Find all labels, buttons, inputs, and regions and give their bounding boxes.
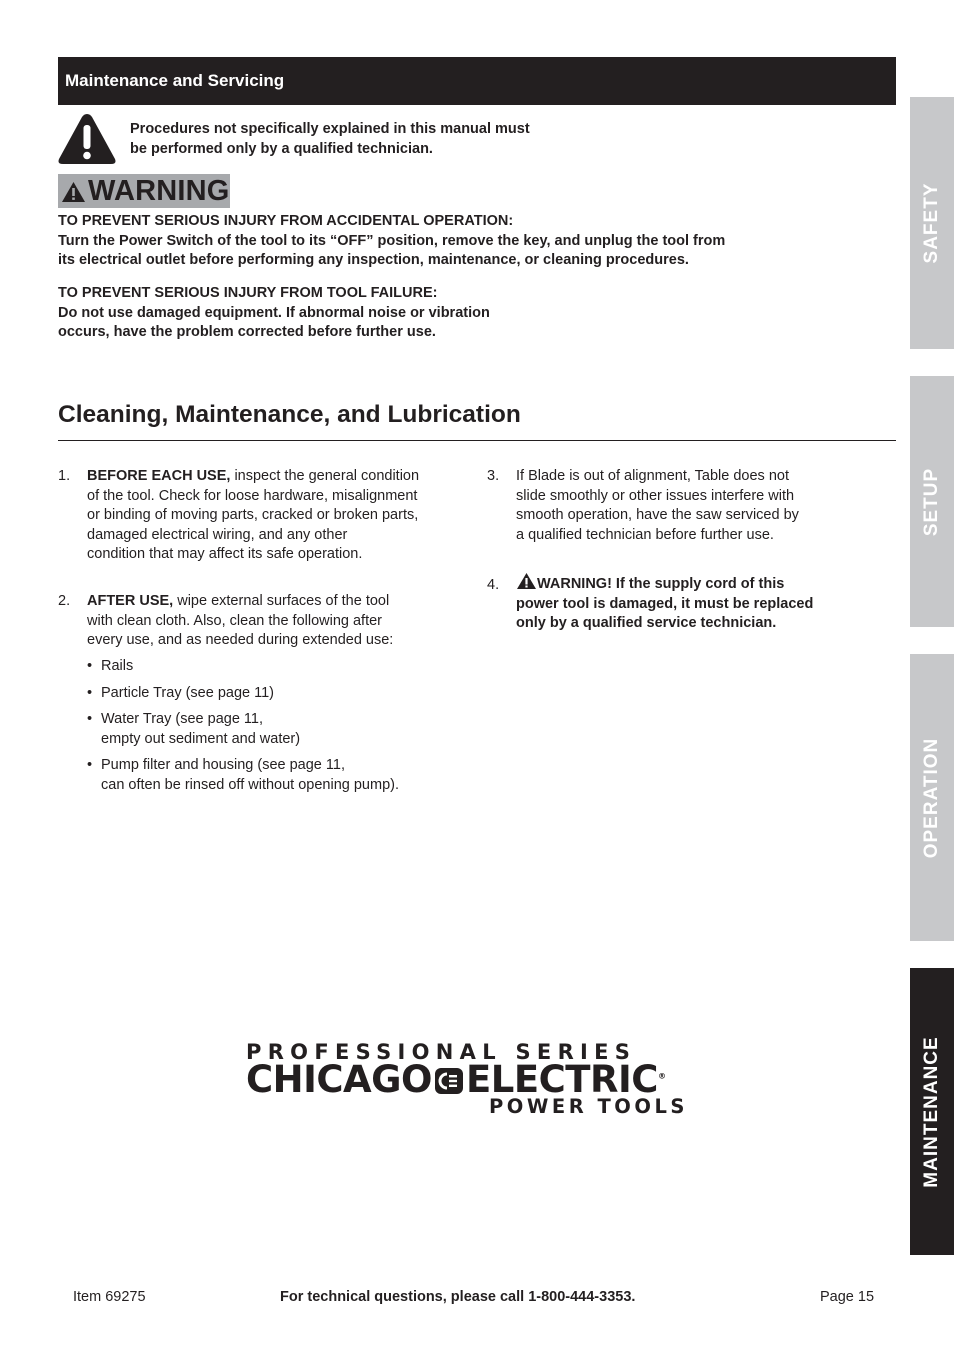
footer-phone: For technical questions, please call 1-800-444-3353.	[280, 1289, 636, 1305]
item-line: of the tool. Check for loose hardware, misalignment	[87, 487, 418, 504]
logo-left-word: CHICAGO	[246, 1058, 432, 1101]
item-lead: WARNING! If the supply cord of this	[537, 576, 785, 592]
item-number: 3.	[487, 468, 500, 484]
warning-line: its electrical outlet before performing any inspection, maintenance, or cleaning procedures.	[58, 252, 689, 269]
footer-page-number: Page 15	[820, 1289, 875, 1305]
bullet-line: empty out sediment and water)	[101, 730, 301, 747]
footer-item-number: Item 69275	[73, 1289, 146, 1305]
item-line: damaged electrical wiring, and any other	[87, 526, 348, 543]
bullet-glyph: •	[87, 685, 93, 701]
item-line-text: inspect the general condition	[230, 468, 420, 484]
item-body	[87, 592, 467, 651]
warning-line: occurs, have the problem corrected before further use.	[58, 324, 436, 341]
tab-operation[interactable]	[910, 654, 954, 941]
list-item	[487, 576, 499, 596]
item-line: every use, and as needed during extended use:	[87, 632, 394, 648]
warning-block-accidental	[58, 212, 838, 271]
tab-label: SETUP	[921, 467, 942, 536]
tab-label: SAFETY	[921, 182, 942, 264]
item-line: smooth operation, have the saw serviced by	[516, 507, 799, 523]
item-line	[87, 592, 467, 612]
warning-label	[58, 174, 230, 208]
bullet-line: Particle Tray (see page 11)	[101, 685, 275, 701]
bullet-line: Water Tray (see page 11,	[101, 711, 263, 727]
item-line: power tool is damaged, it must be replaced	[516, 595, 814, 612]
bullet-item	[87, 710, 92, 730]
item-lead: BEFORE EACH USE,	[87, 468, 231, 484]
item-line: If Blade is out of alignment, Table does not	[516, 468, 789, 484]
warning-heading: TO PREVENT SERIOUS INJURY FROM TOOL FAILURE:	[58, 285, 438, 301]
list-item	[58, 467, 70, 487]
list-item	[487, 467, 499, 487]
bullet-glyph: •	[87, 658, 93, 674]
item-line	[516, 572, 876, 595]
bullet-item	[87, 756, 92, 776]
bullet-text	[101, 684, 274, 704]
bullet-text	[101, 756, 399, 795]
warning-triangle-icon	[61, 181, 86, 203]
item-line-text: wipe external surfaces of the tool	[173, 593, 390, 609]
tab-safety[interactable]	[910, 97, 954, 349]
item-body	[87, 467, 467, 565]
logo-subtitle: POWER TOOLS	[489, 1095, 688, 1118]
bullet-glyph: •	[87, 757, 93, 773]
bullet-line: Rails	[101, 658, 134, 674]
item-body	[516, 467, 876, 545]
ce-badge-icon	[435, 1068, 463, 1094]
bullet-item	[87, 684, 92, 704]
item-line: only by a qualified service technician.	[516, 615, 777, 631]
warning-heading: TO PREVENT SERIOUS INJURY FROM ACCIDENTAL OPERATION:	[58, 213, 514, 229]
hazard-note-line: be performed only by a qualified technician.	[130, 140, 433, 157]
item-line: a qualified technician before further use.	[516, 526, 774, 543]
title-divider	[58, 440, 896, 441]
list-item	[58, 592, 70, 612]
item-number: 2.	[58, 593, 71, 609]
logo-right-word: ELECTRIC	[466, 1058, 658, 1101]
item-line: or binding of moving parts, cracked or broken parts,	[87, 507, 419, 523]
item-line: with clean cloth. Also, clean the following after	[87, 612, 382, 629]
bullet-glyph: •	[87, 711, 93, 727]
item-lead: AFTER USE,	[87, 593, 174, 609]
warning-line: Turn the Power Switch of the tool to its “OFF” position, remove the key, and unplug the tool from	[58, 232, 726, 249]
item-line: slide smoothly or other issues interfere with	[516, 487, 795, 504]
hazard-note	[130, 120, 530, 159]
item-line	[87, 467, 467, 487]
tab-label: MAINTENANCE	[921, 1035, 942, 1188]
bullet-line: Pump filter and housing (see page 11,	[101, 757, 345, 773]
hazard-triangle-icon	[57, 113, 117, 165]
item-number: 1.	[58, 468, 71, 484]
bullet-line: can often be rinsed off without opening pump).	[101, 776, 399, 793]
hazard-note-line: Procedures not specifically explained in this manual must	[130, 121, 530, 137]
item-number: 4.	[487, 577, 500, 593]
bullet-item	[87, 657, 92, 677]
tab-maintenance[interactable]	[910, 968, 954, 1255]
warning-word: WARNING	[88, 175, 230, 207]
tab-setup[interactable]	[910, 376, 954, 627]
bullet-text	[101, 657, 133, 677]
item-line: condition that may affect its safe operation.	[87, 546, 363, 562]
logo-registered-mark: ®	[657, 1071, 666, 1081]
warning-block-failure	[58, 284, 838, 343]
tab-label: OPERATION	[921, 737, 942, 858]
section-header-title: Maintenance and Servicing	[65, 71, 285, 90]
warning-triangle-icon	[516, 572, 537, 590]
warning-line: Do not use damaged equipment. If abnormal noise or vibration	[58, 304, 490, 321]
bullet-text	[101, 710, 300, 749]
item-body	[516, 572, 876, 634]
page-title: Cleaning, Maintenance, and Lubrication	[58, 401, 521, 428]
logo-series-text: PROFESSIONAL SERIES	[246, 1040, 637, 1064]
